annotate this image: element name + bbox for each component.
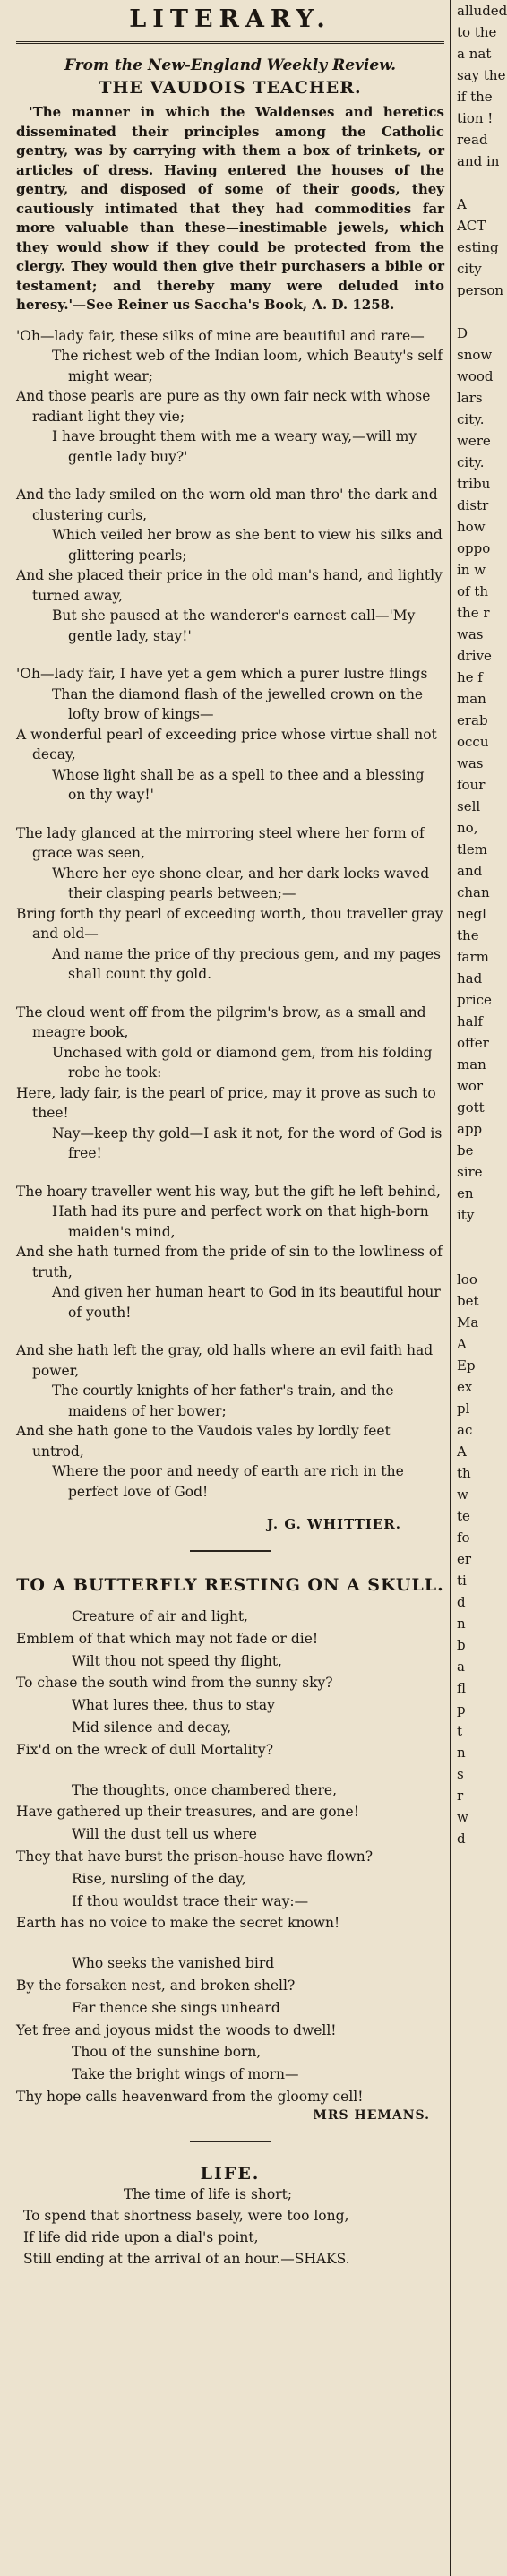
fragment-line — [457, 1247, 490, 1269]
poem1-stanza — [16, 823, 444, 985]
fragment-line — [457, 2021, 490, 2043]
fragment-line: drive — [457, 648, 492, 664]
poem2-line: The thoughts, once chambered there, — [72, 1781, 338, 1798]
poem1-title: THE VAUDOIS TEACHER. — [99, 78, 362, 98]
fragment-line: alluded — [457, 3, 507, 19]
poem2-line: Earth has no voice to make the secret known! — [16, 1915, 340, 1932]
fragment-line: city — [457, 261, 482, 277]
poem2-line: Take the bright wings of morn— — [72, 2066, 299, 2083]
poem1-line: And she hath left the gray, old halls where an evil faith had power, — [16, 1342, 434, 1379]
poem1-line: I have brought them with me a weary way,—will my gentle lady buy?' — [52, 428, 417, 465]
literary-column — [16, 0, 444, 2270]
fragment-line: city. — [457, 454, 485, 470]
stanza-gap — [16, 1762, 444, 1779]
poem1-line: But she paused at the wanderer's earnest call—'My gentle lady, stay!' — [52, 607, 416, 644]
poem2-line: Thy hope calls heavenward from the gloomy cell! — [16, 2088, 364, 2105]
poem3-title: LIFE. — [200, 2163, 261, 2184]
fragment-line: ti — [457, 1572, 467, 1589]
poem1-line: And name the price of thy precious gem, and my pages shall count thy gold. — [52, 945, 441, 982]
fragment-line: sire — [457, 1164, 483, 1180]
column-separator — [450, 0, 451, 2576]
fragment-line: oppo — [457, 540, 491, 556]
poem1-line: The cloud went off from the pilgrim's brow, as a small and meagre book, — [16, 1004, 426, 1040]
fragment-line: n — [457, 1745, 466, 1761]
fragment-line: be — [457, 1142, 474, 1159]
fragment-line: ity — [457, 1207, 475, 1223]
poem1-stanza — [16, 485, 444, 646]
poem1-line: Whose light shall be as a spell to thee and a blessing on thy way!' — [52, 766, 425, 803]
poem1-line: And those pearls are pure as thy own fair neck with whose radiant light they vie; — [16, 388, 431, 425]
poem2-line: Wilt thou not speed thy flight, — [72, 1652, 282, 1669]
fragment-line: negl — [457, 906, 486, 922]
fragment-line: and in — [457, 153, 500, 169]
poem2-author: MRS HEMANS. — [313, 2107, 430, 2123]
poem2-line: Have gathered up their treasures, and are gone! — [16, 1804, 359, 1821]
poem3-line: If life did ride upon a dial's point, — [23, 2228, 259, 2245]
fragment-line: ex — [457, 1379, 473, 1395]
fragment-line: of th — [457, 583, 489, 599]
fragment-line: sell — [457, 798, 481, 814]
divider-rule-2 — [190, 2141, 271, 2142]
fragment-line: pl — [457, 1400, 470, 1417]
poem3-line: The time of life is short; — [124, 2185, 293, 2202]
poem2-line: Who seeks the vanished bird — [72, 1955, 275, 1972]
poem1-line: The lady glanced at the mirroring steel where her form of grace was seen, — [16, 824, 425, 861]
fragment-line: half — [457, 1013, 483, 1030]
poem1-line: And she placed their price in the old man's hand, and lightly turned away, — [16, 567, 443, 604]
fragment-line: chan — [457, 884, 490, 900]
poem2-line: Yet free and joyous midst the woods to dwell! — [16, 2021, 337, 2038]
fragment-line: was — [457, 755, 484, 771]
poem2-line: Rise, nursling of the day, — [72, 1870, 246, 1887]
fragment-line: w — [457, 1486, 468, 1503]
poem1-line: Where the poor and needy of earth are rich in the perfect love of God! — [52, 1463, 404, 1500]
fragment-line: man — [457, 691, 486, 707]
fragment-line: and — [457, 863, 483, 879]
poem1-line: And she hath gone to the Vaudois vales by lordly feet untrod, — [16, 1423, 391, 1460]
poem1-stanza — [16, 1003, 444, 1164]
fragment-line: the — [457, 927, 479, 943]
fragment-line: a — [457, 1658, 465, 1675]
poem1-intro: 'The manner in which the Waldenses and heretics disseminated their principles among the Catholic gentry, was by carrying with them a box of trinkets, or articles of dress. Having entered the houses of the gentry, and disposed of some of their goods, they cautiously intimated that they had commodities far more valuable than these—inestimable jewels, which they would show if they could be protected from the clergy. They would then give their purchasers a bible or testament; and thereby many were deluded into heresy.'—See Reiner us Saccha's Book, A. D. 1258. — [16, 104, 444, 313]
poem1-line: Where her eye shone clear, and her dark locks waved their clasping pearls between;— — [52, 865, 430, 901]
fragment-line: th — [457, 1465, 471, 1481]
fragment-line: distr — [457, 497, 489, 513]
poem2-line: What lures thee, thus to stay — [72, 1697, 275, 1714]
fragment-line: D — [457, 325, 468, 341]
poem1-line: Hath had its pure and perfect work on that high-born maiden's mind, — [52, 1203, 429, 1240]
fragment-line — [457, 1935, 490, 1957]
fragment-line: A — [457, 1443, 467, 1460]
poem1-line: A wonderful pearl of exceeding price whose virtue shall not decay, — [16, 726, 437, 762]
fragment-line: a nat — [457, 46, 492, 62]
poem3-lines — [16, 2184, 444, 2270]
poem1-author: J. G. WHITTIER. — [266, 1516, 401, 1532]
fragment-line — [457, 1226, 490, 1247]
poem2-line: Far thence she sings unheard — [72, 1999, 280, 2016]
poem2-line: Creature of air and light, — [72, 1608, 248, 1624]
poem1-line: Here, lady fair, is the pearl of price, may it prove as such to thee! — [16, 1084, 436, 1121]
poem1-line: 'Oh—lady fair, I have yet a gem which a purer lustre flings — [16, 666, 428, 682]
fragment-line: snow — [457, 347, 493, 363]
poem3-line: To spend that shortness basely, were too long, — [23, 2207, 349, 2224]
fragment-line: in w — [457, 562, 486, 578]
fragment-line: s — [457, 1766, 464, 1782]
poem2-line: Mid silence and decay, — [72, 1719, 232, 1736]
fragment-line: tlem — [457, 841, 487, 857]
poem1-line: And the lady smiled on the worn old man thro' the dark and clustering curls, — [16, 487, 438, 523]
fragment-line: d — [457, 1831, 466, 1847]
fragment-line: r — [457, 1788, 464, 1804]
fragment-line: to the — [457, 24, 497, 40]
poem1-stanza — [16, 1182, 444, 1323]
adjacent-column-fragment — [457, 0, 507, 2086]
fragment-line: er — [457, 1551, 472, 1567]
fragment-line: A — [457, 196, 467, 212]
poem3-line: Still ending at the arrival of an hour.—SHAKS. — [23, 2250, 350, 2267]
fragment-line: erab — [457, 712, 488, 728]
fragment-line — [457, 1957, 490, 1978]
fragment-line: fo — [457, 1529, 470, 1546]
fragment-line: en — [457, 1185, 474, 1202]
poem1-line: Than the diamond flash of the jewelled crown on the lofty brow of kings— — [52, 685, 424, 722]
stanza-gap — [16, 1934, 444, 1952]
fragment-line: man — [457, 1056, 486, 1073]
fragment-line — [457, 1978, 490, 2000]
fragment-line: n — [457, 1615, 466, 1632]
poem1-line: And given her human heart to God in its beautiful hour of youth! — [52, 1284, 441, 1321]
poem1-line: And she hath turned from the pride of sin to the lowliness of truth, — [16, 1244, 443, 1280]
poem1-stanza — [16, 326, 444, 468]
poem1-line: 'Oh—lady fair, these silks of mine are beautiful and rare— — [16, 327, 425, 344]
fragment-line: tion ! — [457, 110, 494, 126]
fragment-line: app — [457, 1121, 483, 1137]
fragment-line: were — [457, 433, 491, 449]
poem2-line: By the forsaken nest, and broken shell? — [16, 1977, 296, 1994]
fragment-line — [457, 301, 490, 323]
poem2-line: Emblem of that which may not fade or die! — [16, 1630, 319, 1647]
fragment-line: tribu — [457, 476, 491, 492]
poem2-stanzas — [16, 1606, 444, 2108]
fragment-line — [457, 2000, 490, 2021]
fragment-line: esting — [457, 239, 499, 255]
fragment-line: was — [457, 626, 484, 642]
fragment-line: t — [457, 1723, 463, 1739]
fragment-line: occu — [457, 734, 489, 750]
fragment-line: if the — [457, 89, 493, 105]
poem2-title: TO A BUTTERFLY RESTING ON A SKULL. — [16, 1575, 444, 1595]
fragment-line — [457, 1914, 490, 1935]
fragment-line: A — [457, 1336, 467, 1352]
poem1-stanzas — [16, 326, 444, 1503]
fragment-line — [457, 2043, 490, 2064]
fragment-line: how — [457, 519, 486, 535]
fragment-line: lars — [457, 390, 483, 406]
fragment-line: price — [457, 992, 492, 1008]
fragment-line: Ma — [457, 1314, 479, 1331]
fragment-line: offer — [457, 1035, 489, 1051]
poem2-line: If thou wouldst trace their way:— — [72, 1892, 309, 1909]
poem2-line: Will the dust tell us where — [72, 1826, 257, 1843]
poem2-line: They that have burst the prison-house have flown? — [16, 1848, 374, 1865]
poem2-line: Fix'd on the wreck of dull Mortality? — [16, 1741, 273, 1758]
fragment-line — [457, 1849, 490, 1871]
fragment-line: wor — [457, 1078, 484, 1094]
fragment-line: gott — [457, 1099, 485, 1116]
fragment-line: d — [457, 1594, 466, 1610]
divider-rule — [190, 1550, 271, 1552]
fragment-line: four — [457, 777, 486, 793]
fragment-line: wood — [457, 368, 494, 384]
fragment-line — [457, 2064, 490, 2086]
fragment-line: te — [457, 1508, 470, 1524]
fragment-line: fl — [457, 1680, 467, 1696]
fragment-line: b — [457, 1637, 466, 1653]
poem1-line: The courtly knights of her father's train, and the maidens of her bower; — [52, 1383, 394, 1419]
poem1-line: Nay—keep thy gold—I ask it not, for the word of God is free! — [52, 1124, 443, 1161]
fragment-line: city. — [457, 411, 485, 427]
fragment-line: had — [457, 970, 483, 986]
poem1-line: Unchased with gold or diamond gem, from his folding robe he took: — [52, 1044, 433, 1081]
poem1-stanza — [16, 664, 444, 806]
poem1-line: Bring forth thy pearl of exceeding worth, thou traveller gray and old— — [16, 905, 443, 942]
fragment-line: loo — [457, 1271, 477, 1288]
poem2-line: To chase the south wind from the sunny sky? — [16, 1675, 333, 1692]
section-masthead: LITERARY. — [16, 0, 444, 44]
fragment-line: w — [457, 1809, 468, 1825]
fragment-line: p — [457, 1702, 466, 1718]
fragment-line: the r — [457, 605, 490, 621]
poem2-line: Thou of the sunshine born, — [72, 2044, 262, 2061]
fragment-line: no, — [457, 820, 478, 836]
fragment-line: ACT — [457, 218, 486, 234]
fragment-line: bet — [457, 1293, 479, 1309]
poem1-line: The hoary traveller went his way, but the gift he left behind, — [16, 1183, 441, 1200]
fragment-line — [457, 1871, 490, 1892]
poem1-stanza — [16, 1340, 444, 1502]
fragment-line: say the — [457, 67, 506, 83]
fragment-line: read — [457, 132, 488, 148]
fragment-line — [457, 172, 490, 194]
poem1-line: Which veiled her brow as she bent to view his silks and glittering pearls; — [52, 527, 443, 564]
fragment-line — [457, 1892, 490, 1914]
fragment-line: Ep — [457, 1357, 476, 1374]
fragment-line: he f — [457, 669, 483, 685]
fragment-line: person — [457, 282, 504, 298]
poem1-line: The richest web of the Indian loom, which Beauty's self might wear; — [52, 348, 443, 384]
fragment-line: farm — [457, 949, 489, 965]
poem1-source: From the New-England Weekly Review. — [64, 56, 397, 74]
fragment-line: ac — [457, 1422, 473, 1438]
